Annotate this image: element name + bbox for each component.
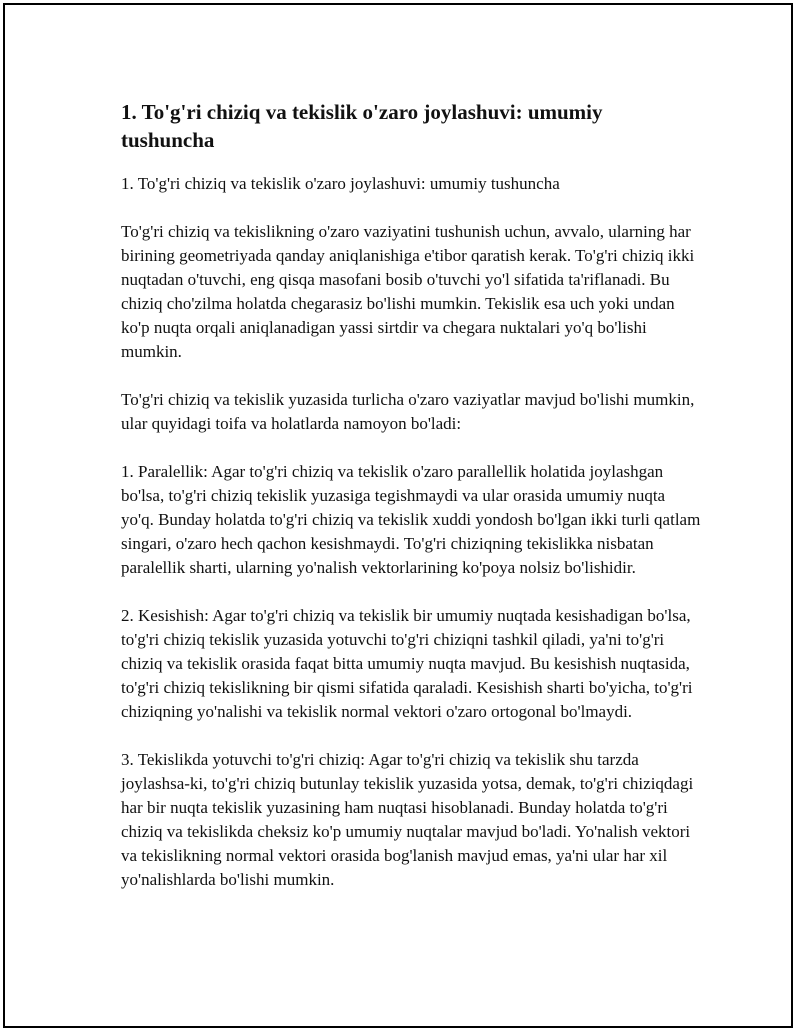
paragraph-intersection: 2. Kesishish: Agar to'g'ri chiziq va tekislik bir umumiy nuqtada kesishadigan bo'lsa, to'g'ri chiziq tekislik yuzasida yotuvchi to'g'ri chiziqni tashkil qiladi, ya'ni to'g'ri chiziq va tekislik orasida faqat bitta umumiy nuqta mavjud. Bu kesishish nuqtasida, to'g'ri chiziq tekislikning bir qismi sifatida qaraladi. Kesishish sharti bo'yicha, to'g'ri chiziqning yo'nalishi va tekislik normal vektori o'zaro ortogonal bo'lmaydi.	[121, 606, 693, 721]
document-title: 1. To'g'ri chiziq va tekislik o'zaro joylashuvi: umumiy tushuncha	[121, 100, 603, 152]
paragraph-situations: To'g'ri chiziq va tekislik yuzasida turlicha o'zaro vaziyatlar mavjud bo'lishi mumkin, ular quyidagi toifa va holatlarda namoyon bo'ladi:	[121, 390, 695, 433]
document-content	[121, 98, 701, 916]
paragraph-parallel: 1. Paralellik: Agar to'g'ri chiziq va tekislik o'zaro parallellik holatida joylashgan bo'lsa, to'g'ri chiziq tekislik yuzasiga tegishmaydi va ular orasida umumiy nuqta yo'q. Bunday holatda to'g'ri chiziq va tekislik xuddi yondosh bo'lgan ikki turli qatlam singari, o'zaro hech qachon kesishmaydi. To'g'ri chiziqning tekislikka nisbatan paralellik sharti, ularning yo'nalish vektorlarining ko'poya nolsiz bo'lishidir.	[121, 462, 701, 577]
paragraph-intro: To'g'ri chiziq va tekislikning o'zaro vaziyatini tushunish uchun, avvalo, ularning har birining geometriyada qanday aniqlanishiga e'tibor qaratish kerak. To'g'ri chiziq ikki nuqtadan o'tuvchi, eng qisqa masofani bosib o'tuvchi yo'l sifatida ta'riflanadi. Bu chiziq cho'zilma holatda chegarasiz bo'lishi mumkin. Tekislik esa uch yoki undan ko'p nuqta orqali aniqlanadigan yassi sirtdir va chegara nuktalari yo'q bo'lishi mumkin.	[121, 222, 695, 361]
paragraph-heading-repeat: 1. To'g'ri chiziq va tekislik o'zaro joylashuvi: umumiy tushuncha	[121, 174, 560, 193]
document-page	[3, 3, 793, 1028]
paragraph-lying-in-plane: 3. Tekislikda yotuvchi to'g'ri chiziq: Agar to'g'ri chiziq va tekislik shu tarzda joylashsa-ki, to'g'ri chiziq butunlay tekislik yuzasida yotsa, demak, to'g'ri chiziqdagi har bir nuqta tekislik yuzasining ham nuqtasi hisoblanadi. Bunday holatda to'g'ri chiziq va tekislikda cheksiz ko'p umumiy nuqtalar mavjud bo'ladi. Yo'nalish vektori va tekislikning normal vektori orasida bog'lanish mavjud emas, ya'ni ular har xil yo'nalishlarda bo'lishi mumkin.	[121, 750, 694, 889]
